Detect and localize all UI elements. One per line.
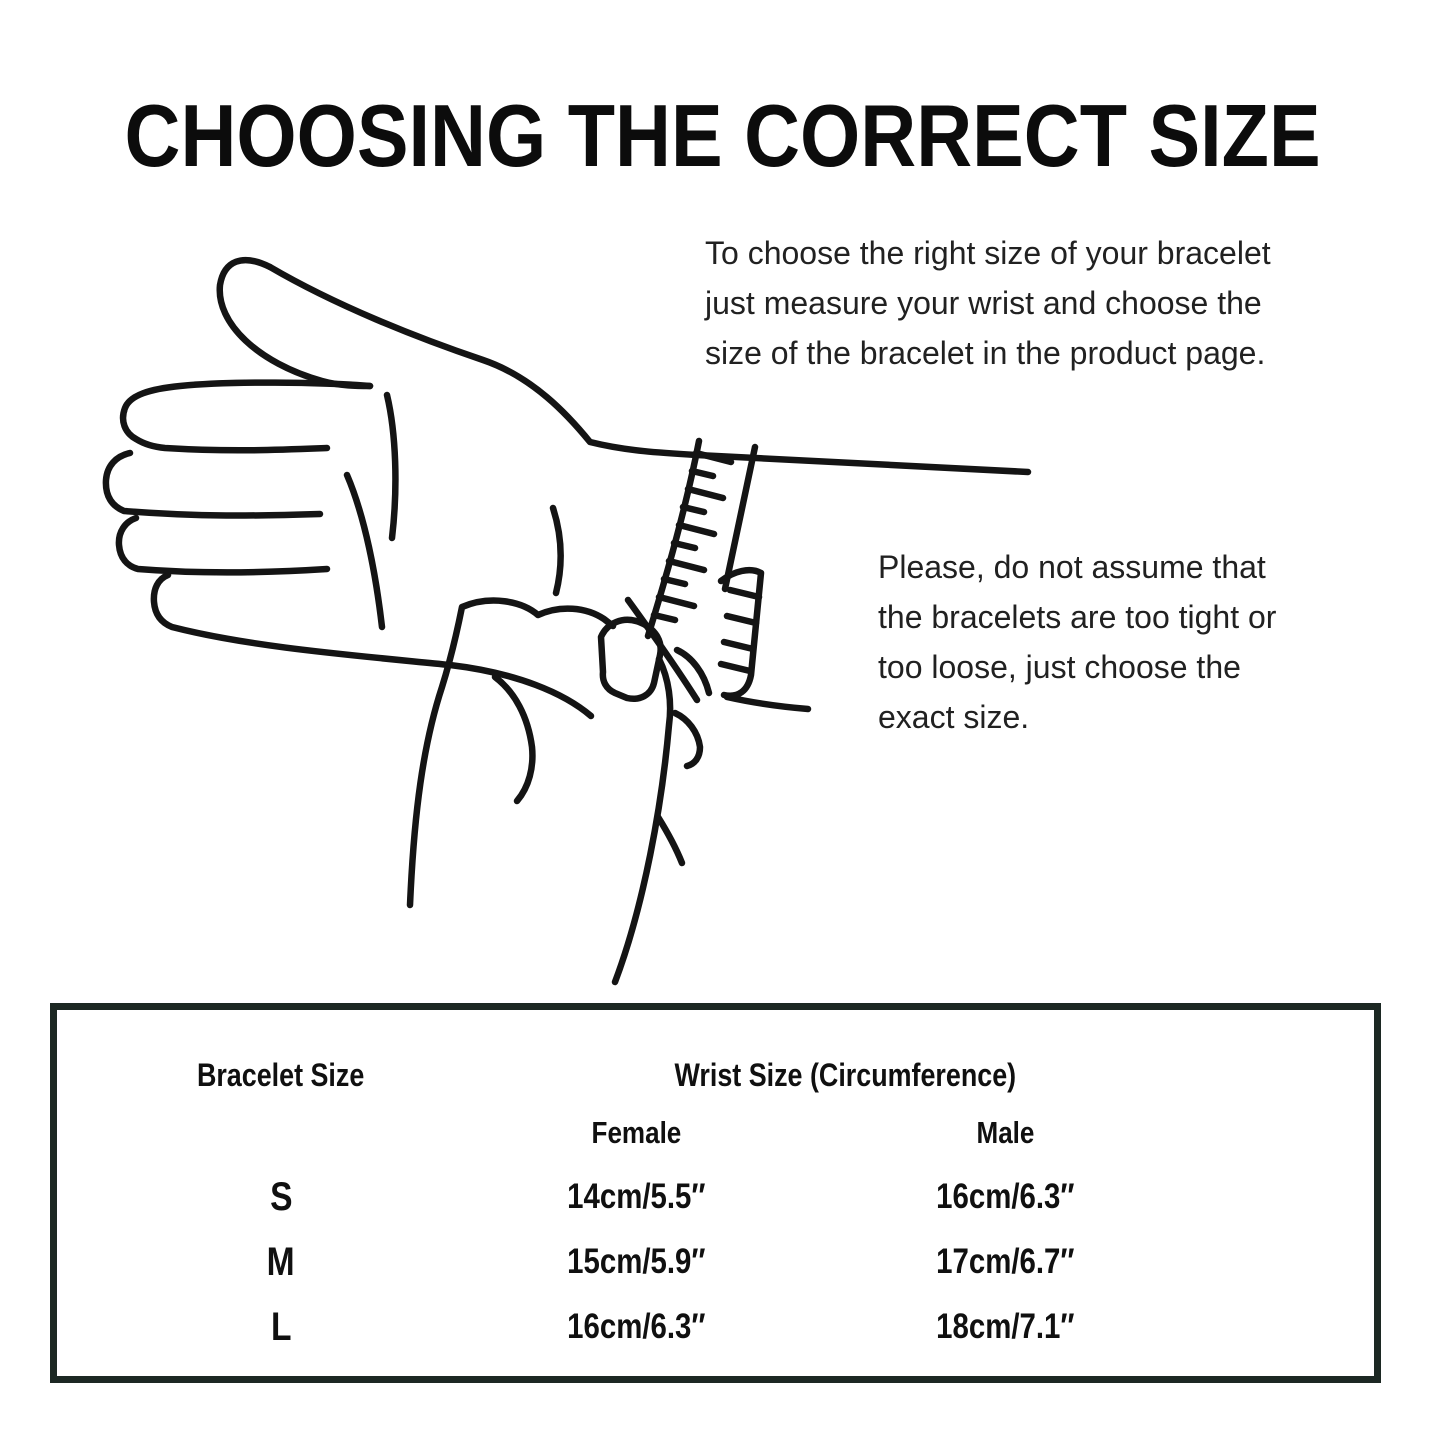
male-subheader: Male <box>976 1115 1035 1150</box>
note-line-4: exact size. <box>878 699 1030 735</box>
table-row <box>57 1239 1374 1285</box>
pinching-hand <box>410 600 709 982</box>
table-header-row <box>57 1052 1374 1098</box>
table-subheader-row <box>57 1110 1374 1156</box>
measuring-tape <box>648 441 808 709</box>
note-paragraph <box>878 542 1276 742</box>
note-line-2: the bracelets are too tight or <box>878 599 1277 635</box>
female-value-s: 14cm/5.5″ <box>567 1177 706 1216</box>
note-line-1: Please, do not assume that <box>878 549 1266 585</box>
page-title <box>0 86 1445 186</box>
size-label-s: S <box>269 1175 293 1219</box>
male-subheader-cell <box>768 1110 1242 1162</box>
female-value-l: 16cm/6.3″ <box>567 1307 706 1346</box>
male-value-m: 17cm/6.7″ <box>936 1242 1075 1281</box>
wrist-size-header: Wrist Size (Circumference) <box>674 1057 1017 1093</box>
table-row <box>57 1174 1374 1220</box>
note-line-3: too loose, just choose the <box>878 649 1241 685</box>
male-value-s: 16cm/6.3″ <box>936 1177 1075 1216</box>
male-value-l: 18cm/7.1″ <box>936 1307 1075 1346</box>
bracelet-size-header: Bracelet Size <box>197 1057 365 1093</box>
intro-paragraph <box>705 228 1271 378</box>
female-subheader: Female <box>591 1115 682 1150</box>
size-label-m: M <box>266 1240 295 1284</box>
female-value-m: 15cm/5.9″ <box>567 1242 706 1281</box>
wrist-size-header-cell <box>505 1052 1243 1105</box>
female-subheader-cell <box>505 1110 768 1162</box>
intro-line-3: size of the bracelet in the product page. <box>705 335 1266 371</box>
size-table <box>50 1003 1381 1383</box>
page-title-text: CHOOSING THE CORRECT SIZE <box>124 86 1321 185</box>
bracelet-size-header-cell <box>57 1052 505 1105</box>
intro-line-2: just measure your wrist and choose the <box>705 285 1262 321</box>
size-label-l: L <box>270 1305 292 1349</box>
intro-line-1: To choose the right size of your bracelet <box>705 235 1271 271</box>
table-row <box>57 1304 1374 1350</box>
